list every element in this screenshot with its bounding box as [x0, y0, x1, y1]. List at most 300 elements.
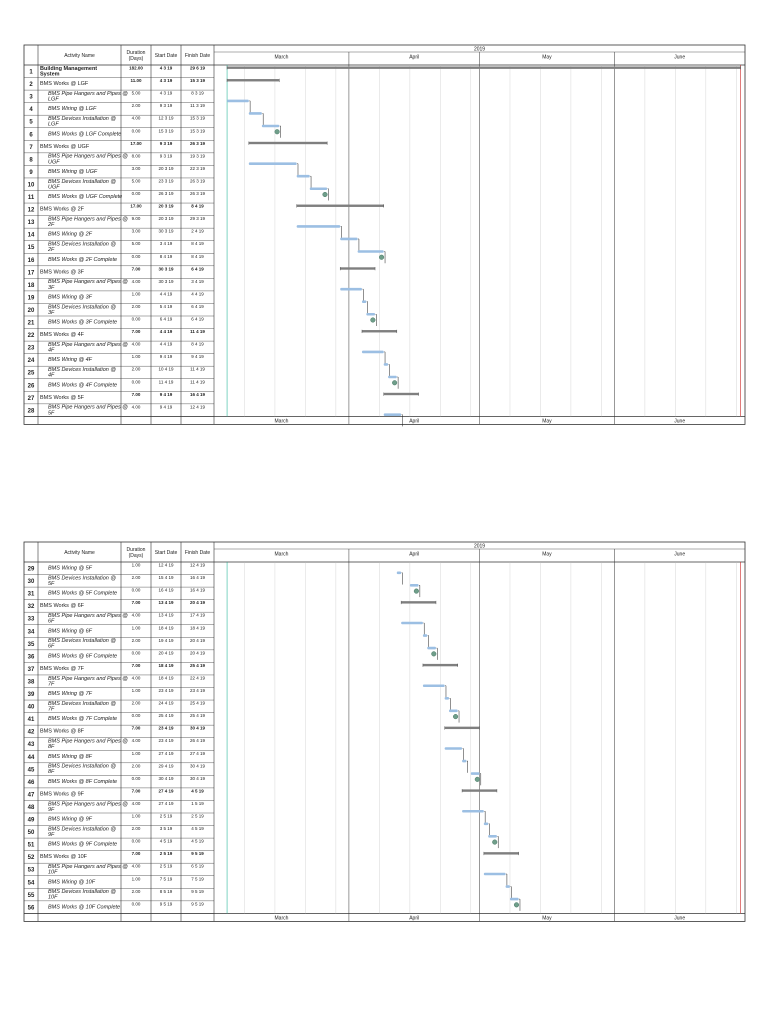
- milestone-marker: [414, 589, 419, 594]
- finish-date-value: 26 4 19: [189, 738, 206, 744]
- duration-value: 8.00: [131, 153, 141, 159]
- milestone-marker: [371, 318, 376, 323]
- row-number: 42: [27, 729, 35, 736]
- start-date-value: 12 4 19: [158, 562, 174, 568]
- duration-value: 2.00: [131, 303, 141, 309]
- gantt-row: [24, 379, 397, 391]
- row-number: 49: [27, 817, 35, 824]
- gantt-row: [24, 788, 497, 800]
- task-bar: [297, 175, 310, 178]
- activity-name: BMS Pipe Hangers and Pipes @ 4F: [48, 341, 128, 354]
- duration-value: 17.00: [130, 203, 142, 209]
- activity-name: BMS Devices Installation @ 2F: [48, 241, 116, 254]
- activity-name: BMS Wiring @ 7F: [48, 691, 93, 697]
- gantt-row: [24, 191, 327, 203]
- activity-name: BMS Pipe Hangers and Pipes @ 10F: [48, 864, 128, 876]
- start-date-value: 27 4 19: [158, 788, 174, 794]
- row-number: 16: [27, 257, 35, 264]
- activity-name: BMS Works @ 5F Complete: [48, 590, 118, 597]
- row-number: 1: [29, 69, 33, 76]
- start-date-value: 2 5 19: [159, 851, 173, 857]
- duration-value: 4.00: [131, 863, 141, 869]
- task-bar: [506, 885, 510, 888]
- row-number: 33: [27, 616, 35, 623]
- finish-date-value: 4 5 19: [191, 788, 204, 794]
- activity-name: BMS Wiring @ 10F: [48, 879, 96, 886]
- task-bar: [462, 810, 484, 813]
- finish-date-value: 26 3 19: [189, 140, 206, 146]
- finish-date-value: 26 3 19: [189, 178, 206, 184]
- row-number: 23: [27, 345, 35, 352]
- start-date-value: 9 4 19: [159, 391, 173, 397]
- gantt-row: [24, 600, 436, 612]
- start-date-value: 29 4 19: [158, 763, 174, 769]
- start-date-value: 7 5 19: [159, 876, 173, 882]
- dependency-link: [497, 836, 498, 848]
- finish-date-value: 29 3 19: [189, 216, 206, 222]
- row-number: 15: [27, 245, 35, 252]
- task-bar: [366, 313, 375, 316]
- activity-name: BMS Works @ 6F Complete: [48, 653, 118, 660]
- task-bar: [340, 288, 362, 291]
- month-label-june: June: [674, 54, 686, 61]
- gantt-row: [24, 204, 384, 216]
- row-number: 9: [29, 169, 33, 176]
- month-label-may: May: [542, 551, 552, 558]
- dependency-link: [445, 686, 446, 698]
- finish-date-value: 4 4 19: [191, 291, 204, 297]
- duration-value: 4.00: [131, 115, 141, 121]
- duration-value: 7.00: [131, 391, 141, 397]
- start-date-value: 27 4 19: [158, 750, 174, 756]
- duration-value: 2.00: [131, 575, 141, 581]
- duration-value: 7.00: [131, 788, 141, 794]
- start-date-value: 9 4 19: [159, 354, 173, 360]
- month-label-june: June: [674, 551, 686, 558]
- duration-value: 4.00: [131, 341, 141, 347]
- duration-value: 4.00: [131, 278, 141, 284]
- row-number: 24: [27, 358, 35, 365]
- finish-date-value: 8 4 19: [191, 341, 204, 347]
- start-date-value: 13 4 19: [158, 612, 174, 618]
- finish-date-value: 8 4 19: [191, 203, 204, 209]
- row-number: 10: [27, 182, 35, 189]
- task-bar: [484, 873, 506, 876]
- duration-value: 4.00: [131, 612, 141, 618]
- activity-name: BMS Devices Installation @ 3F: [48, 304, 116, 316]
- activity-name: BMS Works @ LGF: [40, 81, 89, 88]
- summary-bar: [362, 330, 397, 332]
- start-date-value: 23 3 19: [158, 178, 174, 184]
- activity-name: BMS Pipe Hangers and Pipes @ LGF: [48, 90, 128, 103]
- row-number: 45: [27, 767, 35, 774]
- activity-name: BMS Wiring @ 6F: [48, 628, 93, 635]
- activity-name: BMS Wiring @ UGF: [48, 168, 98, 175]
- task-bar: [445, 697, 449, 700]
- activity-name: BMS Works @ UGF Complete: [48, 194, 123, 200]
- footer-month-label-may: May: [542, 915, 552, 922]
- duration-value: 2.00: [131, 103, 141, 109]
- duration-value: 0.00: [131, 253, 141, 259]
- row-number: 41: [27, 717, 35, 724]
- footer-month-label-may: May: [542, 418, 552, 425]
- row-number: 44: [27, 754, 35, 761]
- duration-value: 2.00: [131, 826, 141, 832]
- duration-value: 4.00: [131, 738, 141, 744]
- row-number: 25: [27, 370, 35, 377]
- header-duration: Duration (Days): [126, 547, 146, 559]
- activity-name: BMS Works @ 9F Complete: [48, 841, 118, 848]
- start-date-value: 9 3 19: [159, 153, 173, 159]
- dependency-link: [280, 126, 281, 138]
- row-number: 40: [27, 704, 35, 711]
- row-number: 2: [29, 82, 33, 89]
- activity-name: BMS Works @ 10F: [40, 854, 88, 861]
- activity-name: BMS Pipe Hangers and Pipes @ 5F: [48, 404, 128, 417]
- dependency-link: [297, 164, 298, 176]
- start-date-value: 9 3 19: [159, 103, 173, 109]
- gantt-row: [24, 776, 480, 788]
- activity-name: BMS Works @ 10F Complete: [48, 904, 121, 911]
- duration-value: 0.00: [131, 901, 141, 907]
- duration-value: 7.00: [131, 266, 141, 272]
- activity-name: BMS Wiring @ 4F: [48, 357, 93, 364]
- dependency-link: [519, 899, 520, 911]
- finish-date-value: 19 3 19: [189, 153, 206, 159]
- header-finish-date: Finish Date: [184, 53, 211, 59]
- activity-name: BMS Pipe Hangers and Pipes @ 9F: [48, 801, 128, 813]
- activity-name: BMS Works @ 3F: [40, 269, 84, 276]
- gantt-row: [24, 128, 279, 140]
- activity-name: BMS Pipe Hangers and Pipes @ 3F: [48, 279, 128, 291]
- duration-value: 7.00: [131, 662, 141, 668]
- gantt-row: [24, 266, 375, 278]
- finish-date-value: 16 4 19: [189, 575, 206, 581]
- summary-bar: [401, 601, 436, 603]
- duration-value: 0.00: [131, 191, 141, 196]
- row-number: 4: [29, 107, 33, 114]
- finish-date-value: 4 5 19: [191, 838, 204, 844]
- task-bar: [310, 187, 327, 190]
- row-number: 12: [27, 207, 35, 214]
- row-number: 47: [27, 792, 35, 799]
- start-date-value: 18 4 19: [158, 662, 174, 668]
- footer-month-label-june: June: [674, 418, 686, 425]
- activity-name: BMS Works @ 2F Complete: [48, 256, 118, 263]
- dependency-link: [262, 113, 263, 125]
- row-number: 53: [27, 867, 35, 874]
- milestone-marker: [431, 652, 436, 657]
- dependency-link: [362, 289, 363, 301]
- task-bar: [358, 250, 384, 253]
- dependency-link: [467, 761, 468, 773]
- activity-name: BMS Works @ 8F Complete: [48, 778, 118, 785]
- duration-value: 0.00: [131, 587, 141, 593]
- task-bar: [462, 760, 466, 763]
- gantt-row: [24, 726, 480, 738]
- dependency-link: [384, 352, 385, 364]
- task-bar: [262, 125, 279, 128]
- row-number: 46: [27, 779, 35, 786]
- gantt-page-1: [24, 45, 745, 426]
- dependency-link: [376, 314, 377, 326]
- summary-bar: [297, 205, 384, 207]
- finish-date-value: 6 4 19: [191, 303, 204, 309]
- activity-name: BMS Wiring @ 2F: [48, 231, 93, 238]
- row-number: 31: [27, 591, 35, 598]
- gantt-row: [24, 317, 375, 329]
- row-number: 14: [27, 232, 35, 239]
- row-number: 29: [27, 566, 35, 573]
- start-date-value: 13 4 19: [158, 600, 174, 606]
- month-label-april: April: [409, 551, 420, 558]
- month-label-may: May: [542, 54, 552, 61]
- start-date-value: 2 5 19: [159, 813, 173, 819]
- finish-date-value: 6 4 19: [191, 266, 204, 272]
- start-date-value: 19 4 19: [158, 637, 174, 643]
- finish-date-value: 2 4 19: [191, 228, 204, 234]
- finish-date-value: 8 4 19: [191, 241, 204, 247]
- footer-month-label-march: March: [274, 915, 289, 922]
- dependency-link: [367, 302, 368, 314]
- finish-date-value: 15 3 19: [189, 78, 206, 84]
- header-duration: Duration (Days): [126, 50, 146, 62]
- start-date-value: 6 4 19: [159, 316, 173, 322]
- row-number: 8: [29, 157, 33, 164]
- start-date-value: 30 3 19: [158, 228, 174, 234]
- dependency-link: [249, 101, 250, 113]
- dependency-link: [419, 585, 420, 597]
- start-date-value: 18 4 19: [158, 625, 174, 631]
- header-start-date: Start Date: [154, 53, 178, 59]
- task-bar: [297, 225, 341, 228]
- dependency-link: [384, 252, 385, 264]
- dependency-link: [389, 364, 390, 376]
- summary-bar: [423, 664, 458, 666]
- finish-date-value: 25 4 19: [189, 662, 206, 668]
- duration-value: 2.00: [131, 366, 141, 372]
- activity-name: BMS Works @ 9F: [40, 791, 84, 798]
- duration-value: 7.00: [131, 329, 141, 335]
- dependency-link: [506, 874, 507, 886]
- start-date-value: 11 4 19: [158, 379, 174, 385]
- finish-date-value: 1 5 19: [191, 800, 204, 806]
- activity-name: BMS Wiring @ LGF: [48, 106, 97, 113]
- milestone-marker: [323, 192, 328, 197]
- start-date-value: 15 4 19: [158, 575, 174, 581]
- finish-date-value: 9 5 19: [191, 901, 204, 907]
- finish-date-value: 15 3 19: [189, 128, 206, 134]
- finish-date-value: 15 3 19: [189, 115, 206, 121]
- start-date-value: 26 3 19: [158, 191, 174, 196]
- finish-date-value: 9 5 19: [191, 851, 204, 857]
- activity-name: BMS Pipe Hangers and Pipes @ 2F: [48, 216, 128, 228]
- start-date-value: 10 4 19: [158, 366, 174, 372]
- activity-name: BMS Works @ LGF Complete: [48, 131, 122, 138]
- gantt-row: [24, 329, 397, 341]
- activity-name: BMS Works @ 7F Complete: [48, 716, 118, 723]
- dependency-link: [510, 887, 511, 899]
- row-number: 18: [27, 282, 35, 289]
- row-number: 22: [27, 333, 35, 340]
- activity-name: BMS Devices Installation @ 6F: [48, 638, 116, 650]
- gantt-row: [24, 901, 519, 913]
- row-number: 35: [27, 641, 35, 648]
- start-date-value: 12 3 19: [158, 115, 174, 121]
- task-bar: [362, 351, 384, 354]
- row-number: 36: [27, 654, 35, 661]
- header-start-date: Start Date: [154, 550, 178, 556]
- finish-date-value: 11 4 19: [190, 329, 205, 335]
- header-year: 2019: [473, 543, 486, 550]
- row-number: 30: [27, 579, 35, 586]
- milestone-marker: [514, 903, 519, 908]
- duration-value: 4.00: [131, 404, 141, 410]
- gantt-row: [24, 713, 458, 725]
- duration-value: 0.00: [131, 713, 141, 719]
- activity-name: BMS Devices Installation @ 7F: [48, 700, 116, 713]
- summary-bar: [227, 79, 279, 81]
- task-bar: [227, 100, 249, 103]
- finish-date-value: 23 4 19: [189, 688, 206, 693]
- start-date-value: 23 4 19: [158, 688, 174, 693]
- row-number: 13: [27, 220, 35, 227]
- duration-value: 1.00: [131, 876, 141, 882]
- row-number: 20: [27, 307, 35, 314]
- gantt-row: [24, 663, 458, 675]
- duration-value: 0.00: [131, 379, 141, 385]
- finish-date-value: 9 4 19: [191, 354, 204, 360]
- row-number: 55: [27, 892, 35, 899]
- task-bar: [423, 634, 427, 637]
- gantt-row: [24, 78, 279, 90]
- activity-name: BMS Works @ 6F: [40, 603, 84, 610]
- activity-name: BMS Works @ 7F: [40, 665, 84, 672]
- activity-name: BMS Wiring @ 8F: [48, 753, 93, 760]
- activity-name: BMS Devices Installation @ LGF: [48, 116, 116, 128]
- gantt-row: [24, 254, 384, 266]
- task-bar: [510, 898, 519, 901]
- dependency-link: [423, 623, 424, 635]
- dependency-link: [463, 749, 464, 761]
- start-date-value: 24 4 19: [158, 700, 174, 706]
- row-number: 54: [27, 880, 35, 887]
- start-date-value: 4 3 19: [159, 65, 173, 71]
- start-date-value: 20 3 19: [158, 216, 174, 222]
- activity-name: BMS Works @ 4F Complete: [48, 382, 118, 389]
- activity-name: BMS Works @ UGF: [40, 143, 90, 150]
- row-number: 11: [27, 195, 35, 201]
- row-number: 7: [29, 144, 33, 151]
- activity-name: BMS Wiring @ 3F: [48, 294, 93, 301]
- summary-bar: [484, 852, 519, 854]
- gantt-row: [24, 650, 436, 662]
- duration-value: 17.00: [130, 140, 142, 146]
- row-number: 43: [27, 742, 35, 749]
- duration-value: 0.00: [131, 838, 141, 844]
- start-date-value: 2 5 19: [159, 863, 173, 869]
- dependency-link: [450, 698, 451, 710]
- gantt-row: [24, 141, 327, 153]
- summary-bar: [462, 789, 497, 791]
- finish-date-value: 30 4 19: [189, 775, 206, 781]
- row-number: 21: [27, 320, 35, 327]
- finish-date-value: 27 4 19: [189, 750, 206, 756]
- summary-bar: [445, 727, 480, 729]
- dependency-link: [436, 648, 437, 660]
- gantt-row: [24, 392, 419, 404]
- finish-date-value: 2 5 19: [191, 813, 204, 819]
- activity-name: BMS Works @ 4F: [40, 332, 84, 339]
- start-date-value: 20 3 19: [158, 203, 174, 209]
- dependency-link: [310, 176, 311, 188]
- duration-value: 7.00: [131, 600, 141, 606]
- dependency-link: [489, 824, 490, 836]
- finish-date-value: 9 5 19: [191, 888, 204, 894]
- finish-date-value: 29 6 19: [189, 65, 206, 71]
- row-number: 32: [27, 604, 35, 611]
- start-date-value: 30 3 19: [158, 278, 174, 284]
- gantt-row: [24, 864, 507, 886]
- duration-value: 4.00: [131, 675, 141, 681]
- milestone-marker: [492, 840, 497, 845]
- task-bar: [397, 572, 401, 575]
- summary-bar: [249, 142, 327, 144]
- duration-value: 3.00: [131, 228, 141, 234]
- activity-name: BMS Wiring @ 9F: [48, 816, 93, 823]
- start-date-value: 8 4 19: [159, 253, 173, 259]
- finish-date-value: 30 4 19: [189, 763, 206, 769]
- task-bar: [384, 413, 401, 416]
- duration-value: 7.00: [131, 725, 141, 731]
- activity-name: BMS Pipe Hangers and Pipes @ 6F: [48, 613, 128, 625]
- activity-name: BMS Devices Installation @ 9F: [48, 826, 116, 838]
- duration-value: 4.00: [131, 800, 141, 806]
- task-bar: [488, 835, 497, 838]
- finish-date-value: 30 4 19: [189, 725, 206, 731]
- activity-name: BMS Works @ 2F: [40, 206, 84, 213]
- finish-date-value: 16 4 19: [189, 587, 206, 593]
- dependency-link: [402, 573, 403, 585]
- duration-value: 5.00: [131, 90, 141, 96]
- duration-value: 5.00: [131, 241, 141, 247]
- task-bar: [471, 772, 480, 775]
- duration-value: 5.00: [131, 178, 141, 184]
- duration-value: 7.00: [131, 851, 141, 857]
- milestone-marker: [379, 255, 384, 260]
- start-date-value: 23 4 19: [158, 725, 174, 731]
- duration-value: 1.00: [131, 688, 141, 693]
- activity-name: BMS Pipe Hangers and Pipes @ UGF: [48, 153, 128, 166]
- task-bar: [362, 300, 366, 303]
- row-number: 5: [29, 119, 33, 126]
- start-date-value: 4 5 19: [159, 838, 173, 844]
- duration-value: 2.00: [131, 700, 141, 706]
- start-date-value: 16 4 19: [158, 587, 174, 593]
- task-bar: [423, 684, 445, 687]
- month-label-march: March: [274, 54, 289, 61]
- start-date-value: 9 3 19: [159, 140, 173, 146]
- row-number: 56: [27, 905, 35, 912]
- finish-date-value: 8 3 19: [191, 90, 204, 96]
- duration-value: 1.00: [131, 291, 141, 297]
- milestone-marker: [275, 129, 280, 134]
- start-date-value: 5 4 19: [159, 303, 173, 309]
- activity-name: BMS Works @ 5F: [40, 394, 84, 401]
- month-label-march: March: [274, 551, 289, 558]
- finish-date-value: 22 3 19: [189, 165, 206, 171]
- start-date-value: 20 3 19: [158, 165, 174, 171]
